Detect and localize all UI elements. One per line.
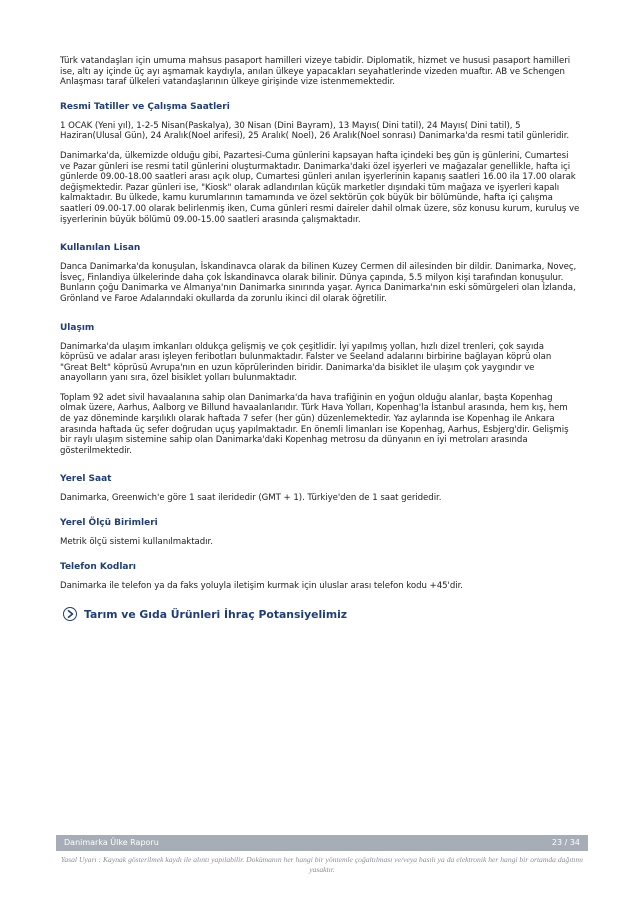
legal-disclaimer: Yasal Uyarı : Kaynak gösterilmek kaydı ile alıntı yapılabilir. Dokümanın her hangi bir yöntemle çoğaltılması ve/veya basılı ya da elektronik her hangi bir ortamda dağıtımı yasaktır. [60, 855, 584, 874]
holidays-paragraph-2: Danimarka'da, ülkemizde olduğu gibi, Pazartesi-Cuma günlerini kapsayan hafta içindeki beş gün iş günlerini, Cumartesi ve Pazar günleri ise resmi tatil günlerini oluşturmaktadır. Danimarka'daki özel işyerleri ve mağazalar genellikle, hafta içi günlerde 09.00-18.00 saatleri arası açık olup, Cumartesi günleri anılan işyerlerinin kapanış saatleri 16.00 ila 17.00 olarak değişmektedir. Pazar günleri ise, "Kiosk" olarak adlandırılan küçük marketler dışındaki tüm mağaza ve işyerleri kapalı kalmaktadır. Bu ülkede, kamu kurumlarının tamamında ve özel sektörün çok büyük bir bölümünde, hafta içi çalışma saatleri 09.00-17.00 olarak belirlenmiş iken, Cuma günleri resmi daireler dahil olmak üzere, söz konusu kurum, kuruluş ve işyerlerinin büyük bölümü 09.00-15.00 saatleri arasında çalışmaktadır. [60, 150, 580, 225]
language-heading: Kullanılan Lisan [60, 243, 141, 254]
units-paragraph: Metrik ölçü sistemi kullanılmaktadır. [60, 537, 213, 548]
localtime-paragraph: Danimarka, Greenwich'e göre 1 saat ileridedir (GMT + 1). Türkiye'den de 1 saat geridedir. [60, 493, 442, 504]
intro-paragraph: Türk vatandaşları için umuma mahsus pasaport hamilleri vizeye tabidir. Diplomatik, hizmet ve hususi pasaport hamilleri ise, altı ay içinde üç ayı aşmamak kaydıyla, anılan ülkeye yapacakları seyahatlerinde vizeden muaftır. AB ve Schengen Anlaşması taraf ülkeleri vatandaşlarının ülkeye girişinde vize istenmemektedir. [60, 56, 571, 88]
phone-paragraph: Danimarka ile telefon ya da faks yoluyla iletişim kurmak için uluslar arası telefon kodu +45'dir. [60, 580, 463, 591]
footer-page-number: 23 / 34 [551, 838, 580, 847]
units-heading: Yerel Ölçü Birimleri [60, 518, 158, 529]
language-paragraph: Danca Danimarka'da konuşulan, İskandinavca olarak da bilinen Kuzey Cermen dil ailesinden bir dildir. Danimarka, Noveç, İsveç, Finlandiya ülkelerinde daha çok İskandinavca olarak bilinir. Dünya çapında, 5.5 milyon kişi tarafından konuşulur. Bunların çoğu Danimarka ve Almanya'nın Danimarka sınırında yaşar. Ayrıca Danimarka'nın eski sömürgeleri olan İzlanda, Grönland ve Faroe Adalarındaki okullarda da zorunlu ikinci dil olarak öğretilir. [60, 262, 577, 304]
footer-report-title: Danimarka Ülke Raporu [64, 838, 159, 847]
chevron-right-icon [63, 607, 77, 621]
transport-heading: Ulaşım [60, 322, 95, 333]
footer-bar [56, 835, 588, 851]
page-content [60, 56, 580, 621]
holidays-heading: Resmi Tatiller ve Çalışma Saatleri [60, 101, 230, 112]
next-section-title: Tarım ve Gıda Ürünleri İhraç Potansiyelimiz [84, 607, 348, 621]
next-section-link[interactable] [60, 607, 580, 621]
phone-heading: Telefon Kodları [60, 561, 136, 572]
localtime-heading: Yerel Saat [60, 474, 112, 485]
holidays-paragraph-1: 1 OCAK (Yeni yıl), 1-2-5 Nisan(Paskalya), 30 Nisan (Dini Bayram), 13 Mayıs( Dini tatil), 24 Mayıs( Dini tatil), 5 Haziran(Ulusal Gün), 24 Aralık(Noel arifesi), 25 Aralık( Noel), 26 Aralık(Noel sonrası) Danimarka'da resmi tatil günleridir. [60, 120, 570, 142]
transport-paragraph-1: Danimarka'da ulaşım imkanları oldukça gelişmiş ve çok çeşitlidir. İyi yapılmış yollan, hızlı dizel trenleri, çok sayıda köprüsü ve adalar arası işleyen feribotları bulunmaktadır. Falster ve Seeland adalarını birbirine bağlayan köprü olan "Great Belt" köprüsü Avrupa'nın en uzun köprülerinden biridir. Danimarka'da bisiklet ile ulaşım çok yaygındır ve anayolların yanı sıra, özel bisiklet yolları bulunmaktadır. [60, 341, 552, 384]
transport-paragraph-2: Toplam 92 adet sivil havaalanına sahip olan Danimarka'da hava trafiğinin en yoğun olduğu alanlar, başta Kopenhag olmak üzere, Aarhus, Aalborg ve Billund havaalanlarıdır. Türk Hava Yolları, Kopenhag'la İstanbul arasında, hem kış, hem de yaz döneminde karşılıklı olarak haftada 7 sefer (her gün) düzenlemektedir. Yaz aylarında ise Kopenhag ile Ankara arasında haftada üç sefer doğrudan uçuş yapılmaktadır. En önemli limanları ise Kopenhag, Aarhus, Esbjerg'dir. Gelişmiş bir raylı ulaşım sistemine sahip olan Danimarka'daki Kopenhag metrosu da dünyanın en iyi metroları arasında gösterilmektedir. [60, 392, 569, 456]
